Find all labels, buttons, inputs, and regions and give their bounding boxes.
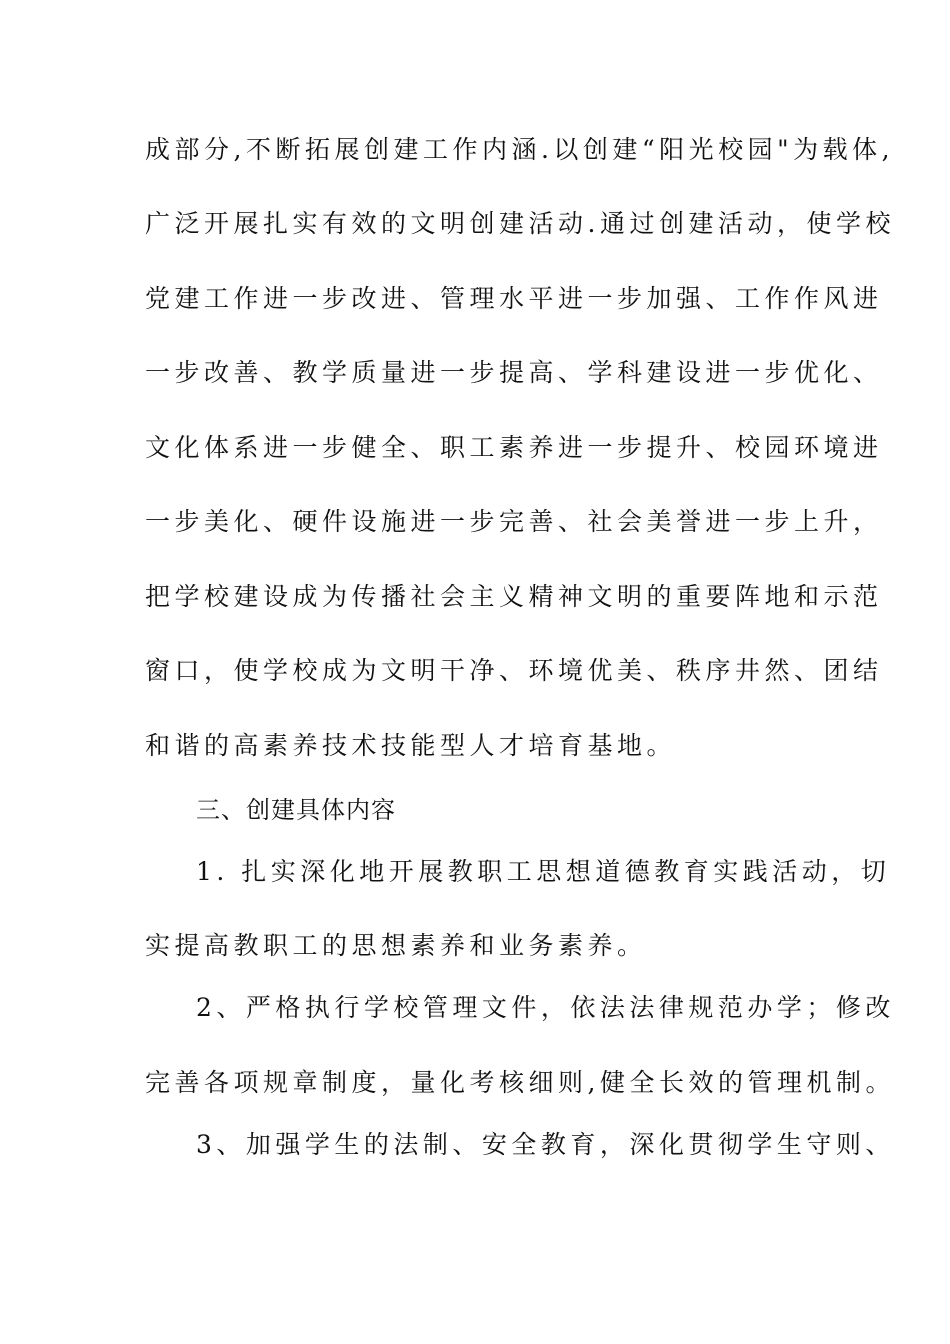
paragraph-line: 文化体系进一步健全、职工素养进一步提升、校园环境进 xyxy=(145,433,883,462)
list-item-line: 3、加强学生的法制、安全教育，深化贯彻学生守则、 xyxy=(196,1130,895,1159)
paragraph-line: 成部分,不断拓展创建工作内涵.以创建“阳光校园"为载体, xyxy=(145,135,895,164)
paragraph-line: 广泛开展扎实有效的文明创建活动.通过创建活动，使学校 xyxy=(145,209,895,238)
paragraph-line: 把学校建设成为传播社会主义精神文明的重要阵地和示范 xyxy=(145,582,883,611)
paragraph-line: 党建工作进一步改进、管理水平进一步加强、工作作风进 xyxy=(145,284,883,313)
list-item-line: 1. 扎实深化地开展教职工思想道德教育实践活动，切 xyxy=(196,857,891,886)
list-item-line: 完善各项规章制度，量化考核细则,健全长效的管理机制。 xyxy=(145,1068,895,1097)
list-item-line: 2、严格执行学校管理文件，依法法律规范办学；修改 xyxy=(196,993,895,1022)
paragraph-line: 窗口，使学校成为文明干净、环境优美、秩序井然、团结 xyxy=(145,656,883,685)
section-heading: 三、创建具体内容 xyxy=(196,796,396,824)
paragraph-line: 一步改善、教学质量进一步提高、学科建设进一步优化、 xyxy=(145,358,883,387)
list-item-line: 实提高教职工的思想素养和业务素养。 xyxy=(145,931,647,960)
paragraph-line: 和谐的高素养技术技能型人才培育基地。 xyxy=(145,731,677,760)
paragraph-line: 一步美化、硬件设施进一步完善、社会美誉进一步上升， xyxy=(145,507,883,536)
